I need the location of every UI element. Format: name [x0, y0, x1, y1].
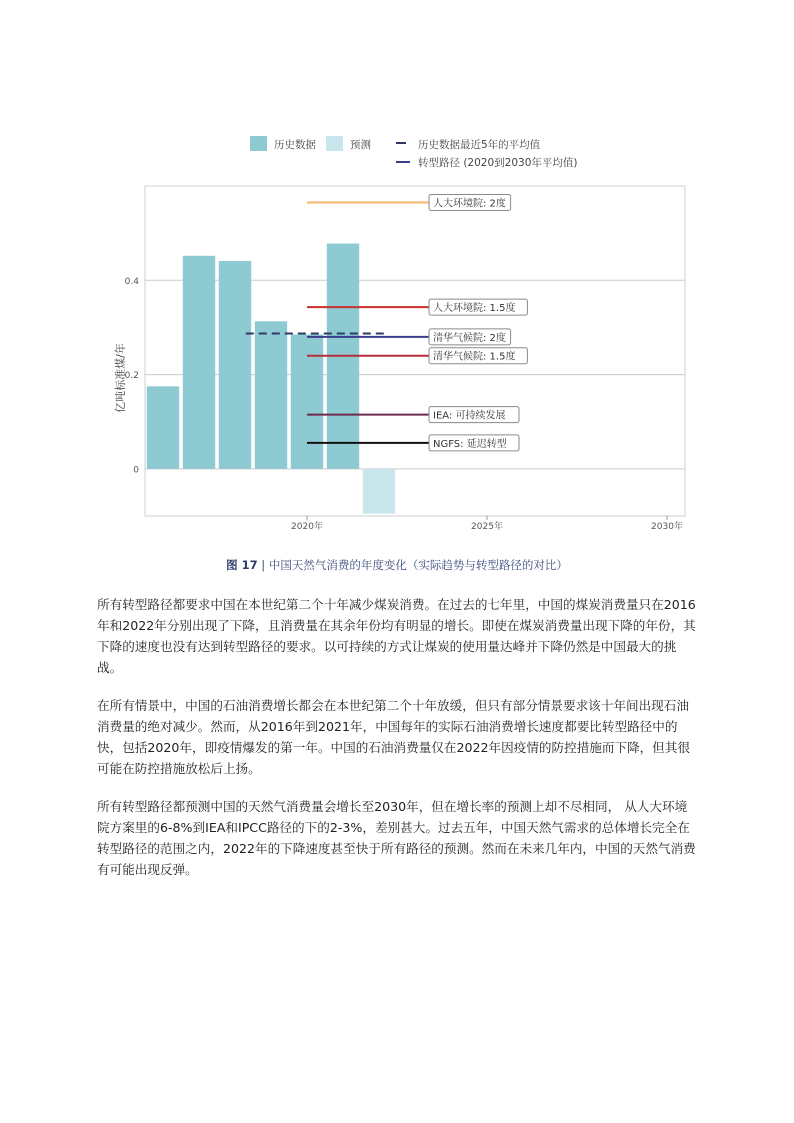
- pathway-label: 人大环境院: 2度: [433, 198, 506, 210]
- figure-caption: [0, 557, 794, 573]
- body-text: [97, 594, 699, 897]
- legend-swatch-historical: [250, 136, 267, 151]
- bar: [183, 256, 215, 469]
- paragraph-3: 所有转型路径都预测中国的天然气消费量会增长至2030年，但在增长率的预测上却不尽相同， 从人大环境院方案里的6-8%到IEA和IPCC路径的下的2-3%，差别甚大。过去五年，中国天然气需求的总体增长完全在转型路径的范围之内，2022年的下降速度甚至快于所有路径的预测。然而在未来几年内，中国的天然气消费有可能出现反弹。: [97, 799, 696, 877]
- caption-separator: |: [257, 558, 269, 572]
- pathway-lines: [246, 195, 528, 451]
- figure-number: 图 17: [226, 558, 258, 572]
- y-tick-label: 0: [133, 465, 139, 476]
- legend-label-avg5: 历史数据最近5年的平均值: [418, 139, 541, 151]
- legend-label-pathway: 转型路径 (2020到2030年平均值): [418, 157, 578, 169]
- paragraph-2: 在所有情景中，中国的石油消费增长都会在本世纪第二个十年放缓，但只有部分情景要求该十年间出现石油消费量的绝对减少。然而，从2016年到2021年，中国每年的实际石油消费增长速度都要比转型路径中的快，包括2020年，即疫情爆发的第一年。中国的石油消费量仅在2022年因疫情的防控措施而下降，但其很可能在防控措施放松后上扬。: [97, 698, 691, 776]
- legend-label-forecast: 预测: [350, 139, 371, 151]
- gas-consumption-chart: [100, 128, 700, 538]
- y-axis-label: 亿吨标准煤/年: [114, 343, 127, 413]
- pathway-label: 人大环境院: 1.5度: [433, 303, 516, 315]
- x-tick-label: 2030年: [651, 522, 683, 532]
- pathway-label: 清华气候院: 1.5度: [433, 351, 516, 363]
- legend-swatch-forecast: [326, 136, 343, 151]
- y-tick-label: 0.2: [124, 371, 139, 382]
- bars: [147, 244, 395, 514]
- bar: [363, 469, 395, 514]
- bar: [219, 261, 251, 469]
- paragraph-1: 所有转型路径都要求中国在本世纪第二个十年减少煤炭消费。在过去的七年里，中国的煤炭消费量只在2016年和2022年分别出现了下降，且消费量在其余年份均有明显的增长。即使在煤炭消费量出现下降的年份，其下降的速度也没有达到转型路径的要求。以可持续的方式让煤炭的使用量达峰并下降仍然是中国最大的挑战。: [97, 597, 696, 675]
- pathway-label: IEA: 可持续发展: [433, 410, 506, 422]
- legend-label-historical: 历史数据: [274, 139, 316, 151]
- x-tick-label: 2020年: [291, 522, 323, 532]
- chart-legend: [250, 136, 577, 169]
- caption-text: 中国天然气消费的年度变化（实际趋势与转型路径的对比）: [268, 558, 568, 572]
- bar: [291, 335, 323, 469]
- x-tick-label: 2025年: [471, 522, 503, 532]
- bar: [255, 321, 287, 469]
- bar: [147, 386, 179, 469]
- pathway-label: NGFS: 延迟转型: [433, 438, 507, 450]
- y-tick-label: 0.4: [124, 276, 139, 287]
- pathway-label: 清华气候院: 2度: [433, 332, 506, 344]
